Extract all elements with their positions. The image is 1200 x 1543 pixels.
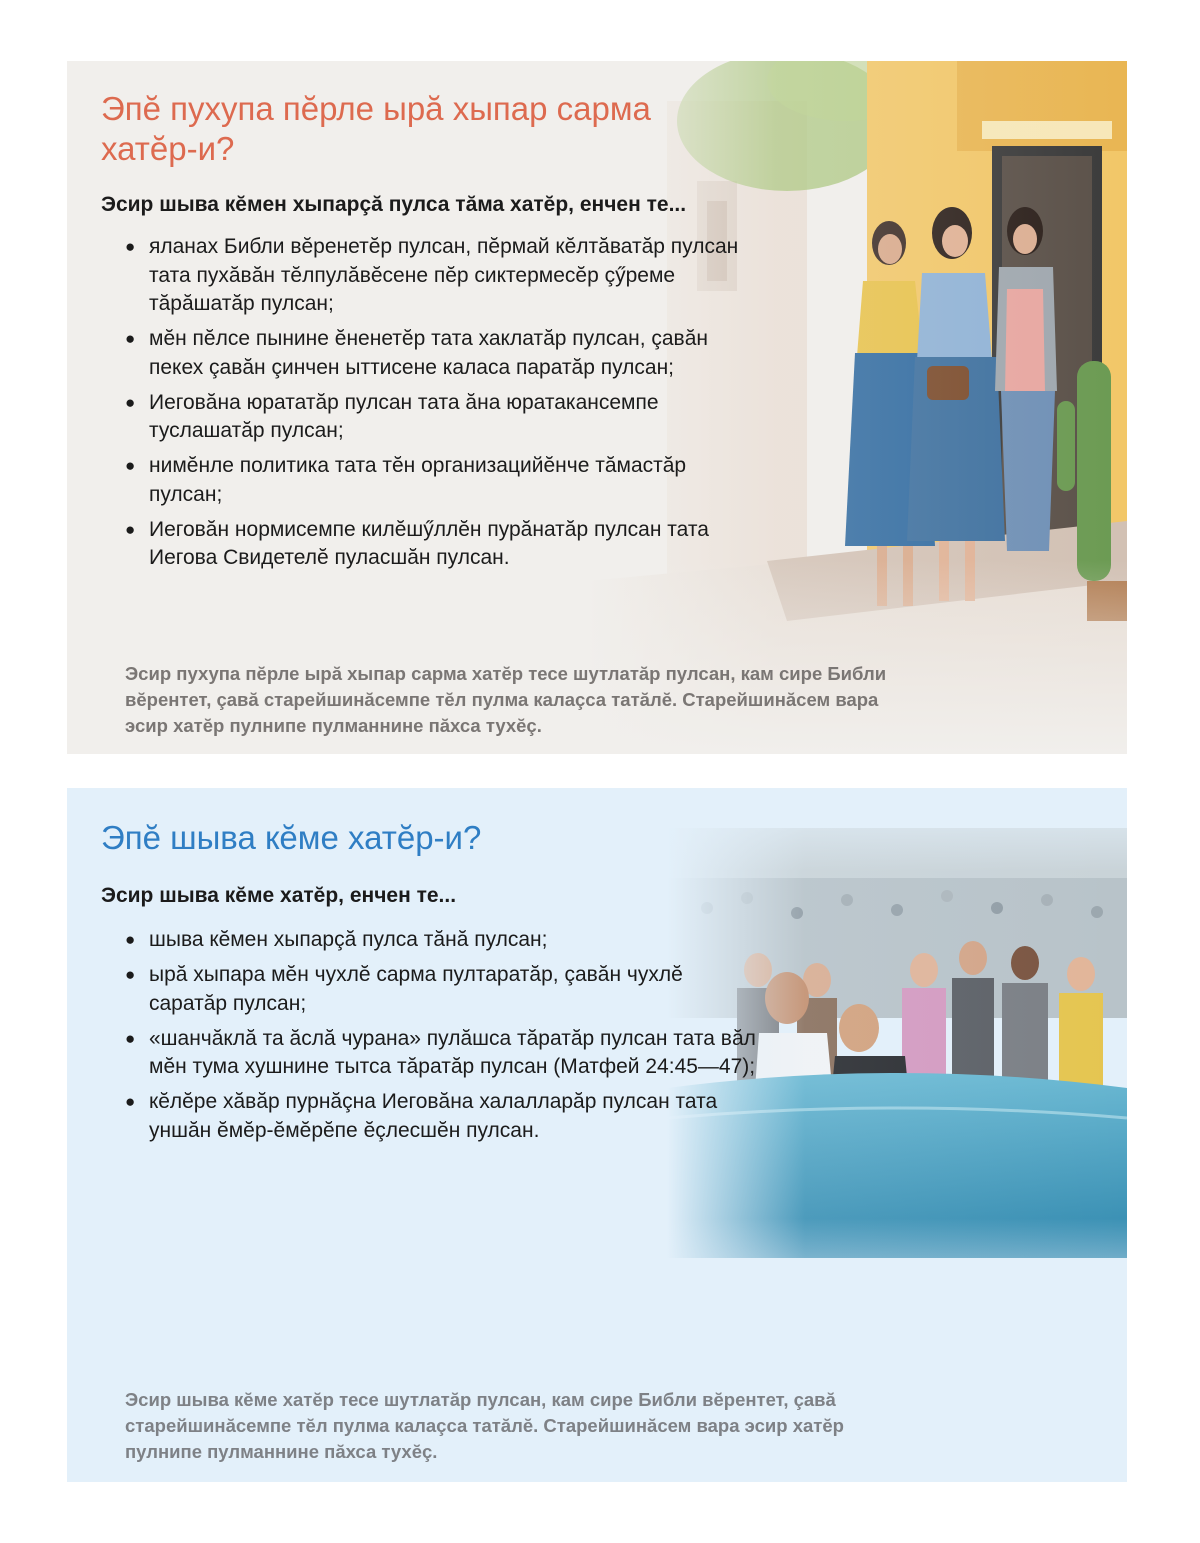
list-item [125, 926, 765, 955]
list-item-text: Иеговăна юрататăр пулсан тата ăна юратакансемпе туслашатăр пулсан; [149, 390, 659, 442]
list-item [125, 389, 765, 446]
requirements-list [125, 926, 765, 1152]
list-item-text: мĕн пĕлсе пынине ĕненетĕр тата хаклатăр пулсан, çавăн пекех çавăн çинчен ыттисене каласа паратăр пулсан; [149, 327, 708, 379]
section-title: Эпĕ шыва кĕме хатĕр-и? [101, 819, 482, 856]
list-item [125, 325, 765, 382]
section-note: Эсир шыва кĕме хатĕр тесе шутлатăр пулсан, кам сире Библи вĕрентет, çавă старейшинăсемпе тĕл пулма калаçса татăлĕ. Старейшинăсем вара эсир хатĕр пулнипе пулманнине пăхса тухĕç. [125, 1389, 844, 1462]
bullet-icon: ● [125, 1028, 136, 1048]
list-item-text: «шанчăклă та ăслă чурана» пулăшса тăратăр пулсан тата вăл мĕн тума хушнине тытса тăратăр пулсан (Матфей 24:45—47); [149, 1026, 756, 1078]
section-preaching [67, 61, 1127, 754]
list-item-text: кĕлĕре хăвăр пурнăçна Иеговăна халалларăр пулсан тата уншăн ĕмĕр-ĕмĕрĕпе ĕçлесшĕн пулсан. [149, 1090, 718, 1142]
section-note: Эсир пухупа пĕрле ырă хыпар сарма хатĕр тесе шутлатăр пулсан, кам сире Библи вĕрентет, çавă старейшинăсемпе тĕл пулма калаçса татăлĕ. Старейшинăсем вара эсир хатĕр пулнипе пулманнине пăхса тухĕç. [125, 663, 887, 736]
list-item [125, 1025, 765, 1082]
bullet-icon: ● [125, 456, 136, 475]
bullet-icon: ● [125, 329, 136, 348]
list-item [125, 452, 765, 509]
bullet-icon: ● [125, 392, 136, 412]
bullet-icon: ● [125, 930, 136, 949]
bullet-icon: ● [125, 965, 136, 984]
list-item-text: яланах Библи вĕренетĕр пулсан, пĕрмай кĕлтăватăр пулсан тата пухăвăн тĕлпулăвĕсене пĕр сиктермесĕр çӳреме тăрăшатăр пулсан; [149, 235, 739, 315]
list-item [125, 233, 765, 319]
list-item [125, 516, 765, 573]
section-lead: Эсир шыва кĕмен хыпарçă пулса тăма хатĕр, енчен те... [101, 193, 687, 216]
list-item-text: шыва кĕмен хыпарçă пулса тăнă пулсан; [149, 928, 548, 951]
list-item [125, 961, 765, 1018]
section-title: Эпĕ пухупа пĕрле ырă хыпар сарма хатĕр-и? [101, 90, 651, 167]
list-item-text: нимĕнле политика тата тĕн организацийĕнче тăмастăр пулсан; [149, 454, 687, 506]
bullet-icon: ● [125, 237, 136, 256]
list-item [125, 1088, 765, 1145]
bullet-icon: ● [125, 519, 136, 539]
bullet-icon: ● [125, 1092, 136, 1111]
section-lead: Эсир шыва кĕме хатĕр, енчен те... [101, 884, 457, 907]
list-item-text: Иеговăн нормисемпе килĕшӳллĕн пурăнатăр пулсан тата Иегова Свидетелĕ пуласшăн пулсан. [149, 517, 709, 569]
section-baptism [67, 788, 1127, 1482]
requirements-list [125, 233, 765, 579]
list-item-text: ырă хыпара мĕн чухлĕ сарма пултаратăр, çавăн чухлĕ саратăр пулсан; [149, 963, 683, 1015]
